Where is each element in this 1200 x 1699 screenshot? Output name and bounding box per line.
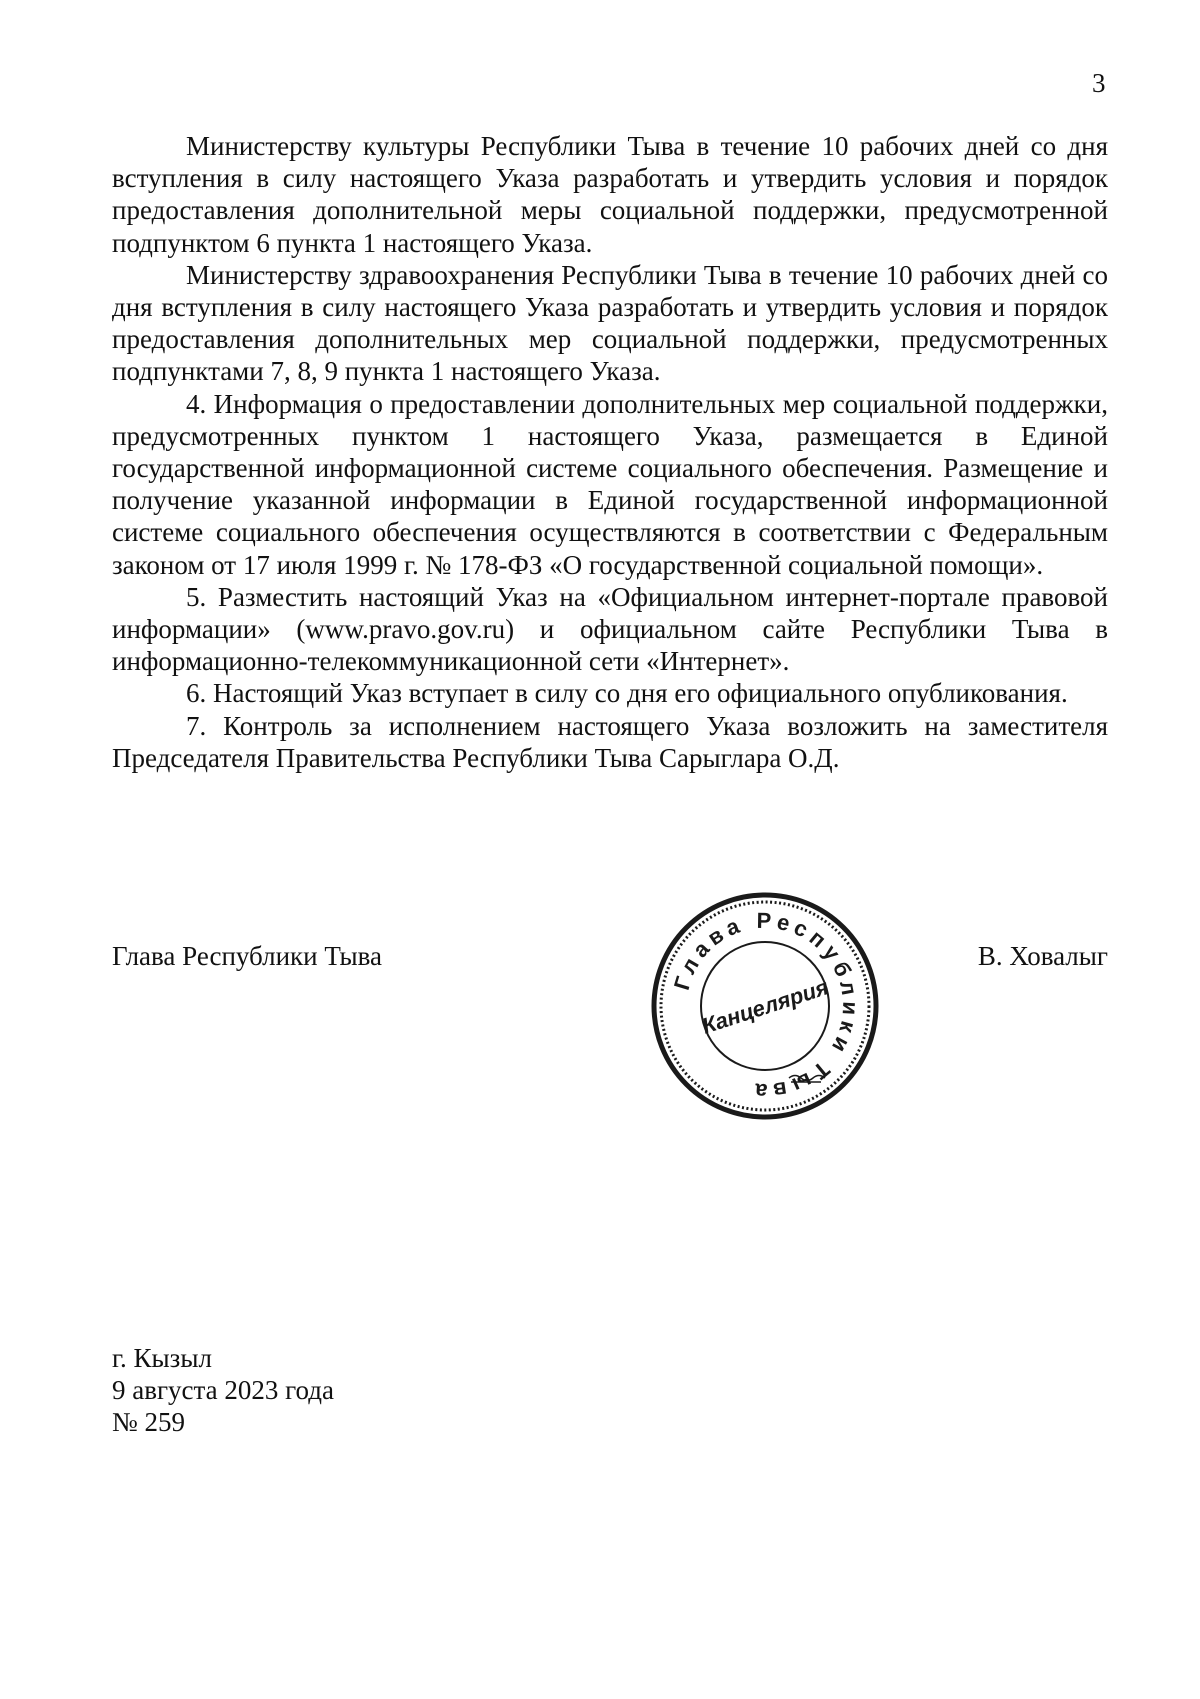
signatory-position: Глава Республики Тыва xyxy=(112,941,383,971)
seal-center-text: Канцелярия xyxy=(698,974,832,1039)
official-seal-stamp xyxy=(647,888,883,1124)
seal-ring-text: Глава Республики Тыва xyxy=(668,907,864,1105)
paragraph-item-7: 7. Контроль за исполнением настоящего Указа возложить на заместителя Председателя Правительства Республики Тыва Сарыглара О.Д. xyxy=(112,710,1108,773)
issue-date: 9 августа 2023 года xyxy=(112,1375,334,1405)
issue-city: г. Кызыл xyxy=(112,1343,212,1373)
page-number: 3 xyxy=(1092,68,1106,98)
signatory-name: В. Ховалыг xyxy=(977,941,1108,971)
paragraph-item-6: 6. Настоящий Указ вступает в силу со дня его официального опубликования. xyxy=(186,678,1068,709)
paragraph-item-5: 5. Разместить настоящий Указ на «Официальном интернет-портале правовой информации» (www.pravo.gov.ru) и официальном сайте Республики Тыва в информационно-телекоммуникационной сети «Интернет». xyxy=(112,581,1108,677)
document-body xyxy=(112,130,1108,774)
document-number: № 259 xyxy=(112,1407,186,1437)
paragraph-item-4: 4. Информация о предоставлении дополнительных мер социальной поддержки, предусмотренных пунктом 1 настоящего Указа, размещается в Единой государственной информационной системе социального обеспечения. Размещение и получение указанной информации в Единой государственной информационной системе социального обеспечения осуществляются в соответствии с Федеральным законом от 17 июля 1999 г. № 178-ФЗ «О государственной социальной помощи». xyxy=(112,388,1108,580)
paragraph-ministry-health: Министерству здравоохранения Республики Тыва в течение 10 рабочих дней со дня вступления в силу настоящего Указа разработать и утвердить условия и порядок предоставления дополнительных мер социальной поддержки, предусмотренных подпунктами 7, 8, 9 пункта 1 настоящего Указа. xyxy=(112,259,1108,387)
paragraph-ministry-culture: Министерству культуры Республики Тыва в течение 10 рабочих дней со дня вступления в силу настоящего Указа разработать и утвердить условия и порядок предоставления дополнительной меры социальной поддержки, предусмотренной подпунктом 6 пункта 1 настоящего Указа. xyxy=(112,131,1108,258)
document-footer xyxy=(112,1342,334,1438)
